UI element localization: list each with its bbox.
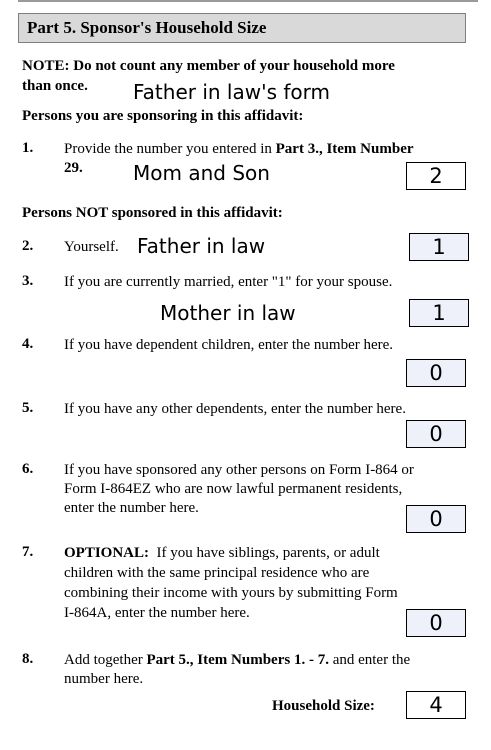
item-number-1: 1. bbox=[22, 140, 34, 156]
item-number-6: 6. bbox=[22, 461, 34, 477]
annotation-item3: Mother in law bbox=[160, 301, 296, 325]
item-3-text: If you are currently married, enter "1" for your spouse. bbox=[64, 274, 393, 290]
item-8-line1: Add together Part 5., Item Numbers 1. - 7. and enter the bbox=[64, 652, 411, 668]
item-number-5: 5. bbox=[22, 400, 34, 416]
item-number-2: 2. bbox=[22, 238, 34, 254]
annotation-form-owner: Father in law's form bbox=[133, 80, 330, 104]
household-size-field[interactable]: 4 bbox=[406, 691, 466, 719]
item-number-7: 7. bbox=[22, 544, 34, 560]
household-size-label: Household Size: bbox=[272, 698, 375, 714]
item-number-3: 3. bbox=[22, 273, 34, 289]
item-7-value-field[interactable]: 0 bbox=[406, 609, 466, 637]
section-sponsored: Persons you are sponsoring in this affidavit: bbox=[22, 108, 304, 124]
top-rule bbox=[18, 0, 478, 2]
item-1-text: Provide the number you entered in Part 3., Item Number bbox=[64, 141, 414, 157]
item-7-line4: I-864A, enter the number here. bbox=[64, 605, 250, 621]
item-1-text-line2: 29. bbox=[64, 160, 83, 176]
item-3-value-field[interactable]: 1 bbox=[409, 299, 469, 327]
section-header: Part 5. Sponsor's Household Size bbox=[18, 13, 466, 43]
note-line1: NOTE: Do not count any member of your household more bbox=[22, 58, 395, 74]
item-7-line2: children with the same principal residence who are bbox=[64, 565, 370, 581]
item-6-value-field[interactable]: 0 bbox=[406, 505, 466, 533]
item-number-8: 8. bbox=[22, 651, 34, 667]
item-6-line1: If you have sponsored any other persons on Form I-864 or bbox=[64, 462, 414, 478]
item-4-text: If you have dependent children, enter the number here. bbox=[64, 337, 394, 353]
item-2-text: Yourself. bbox=[64, 239, 119, 255]
item-4-value-field[interactable]: 0 bbox=[406, 359, 466, 387]
item-6-line2: Form I-864EZ who are now lawful permanent residents, bbox=[64, 481, 403, 497]
item-7-line3: combining their income with yours by submitting Form bbox=[64, 585, 398, 601]
item-1-value-field[interactable]: 2 bbox=[406, 162, 466, 190]
item-7-line1: OPTIONAL: If you have siblings, parents, or adult bbox=[64, 545, 380, 561]
item-2-value-field[interactable]: 1 bbox=[409, 233, 469, 261]
item-5-value-field[interactable]: 0 bbox=[406, 420, 466, 448]
item-8-line2: number here. bbox=[64, 671, 144, 687]
item-6-line3: enter the number here. bbox=[64, 500, 199, 516]
item-5-text: If you have any other dependents, enter the number here. bbox=[64, 401, 406, 417]
annotation-item1: Mom and Son bbox=[133, 161, 270, 185]
note-line2: than once. bbox=[22, 78, 88, 94]
annotation-item2: Father in law bbox=[137, 234, 266, 258]
section-not-sponsored: Persons NOT sponsored in this affidavit: bbox=[22, 205, 283, 221]
item-number-4: 4. bbox=[22, 336, 34, 352]
